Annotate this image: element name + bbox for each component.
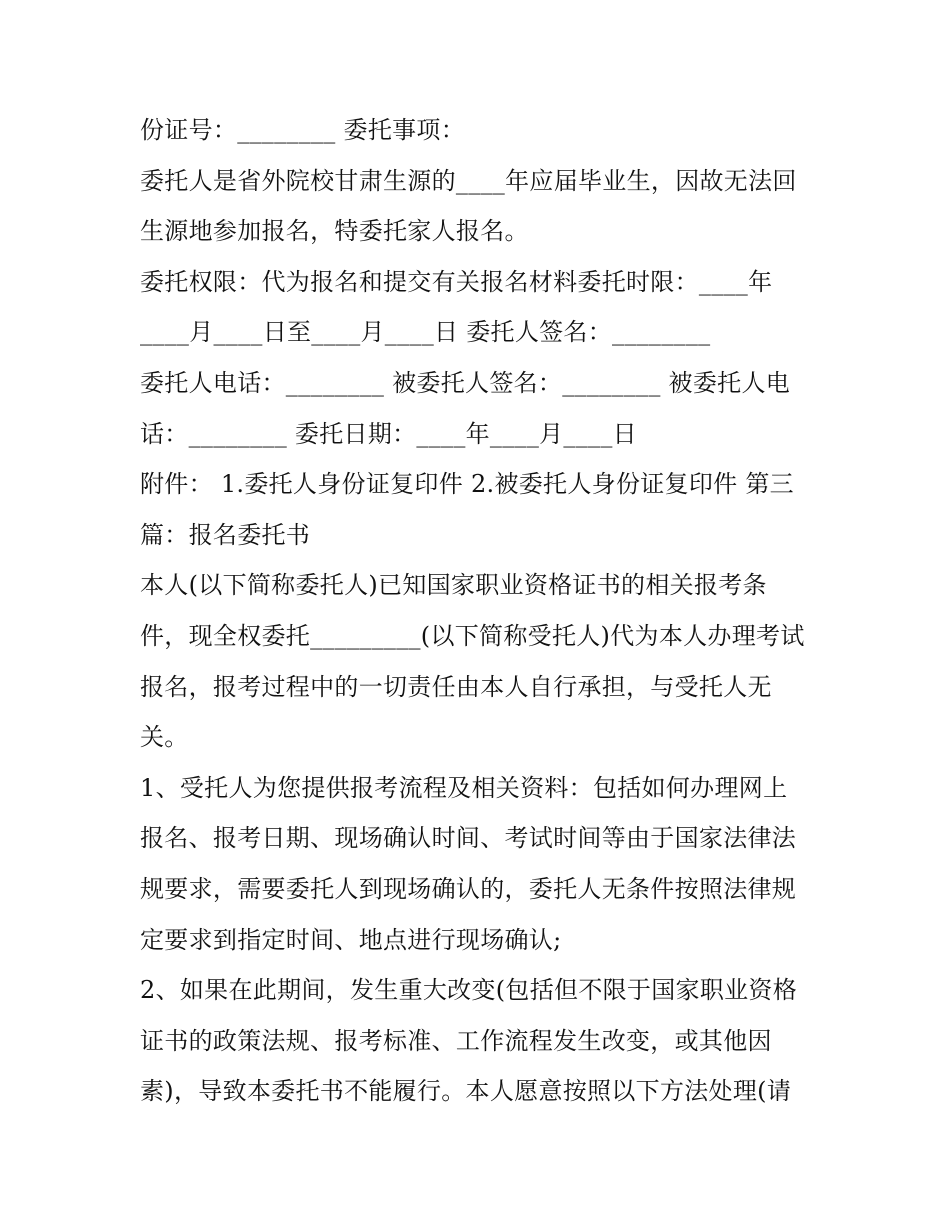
text-line: 规要求，需要委托人到现场确认的，委托人无条件按照法律规 bbox=[140, 874, 797, 903]
text-line: 素)，导致本委托书不能履行。本人愿意按照以下方法处理(请 bbox=[140, 1077, 792, 1106]
text-line: ____月____日至____月____日 委托人签名：________ bbox=[140, 318, 711, 347]
text-line: 委托人电话：________ 被委托人签名：________ 被委托人电 bbox=[140, 368, 791, 397]
text-line: 2、如果在此期间，发生重大改变(包括但不限于国家职业资格 bbox=[140, 976, 798, 1005]
text-line: 委托人是省外院校甘肃生源的____年应届毕业生，因故无法回 bbox=[140, 166, 797, 195]
text-line: 报名，报考过程中的一切责任由本人自行承担，与受托人无 bbox=[140, 672, 772, 701]
text-line: 关。 bbox=[140, 723, 189, 752]
text-line: 1、受托人为您提供报考流程及相关资料：包括如何办理网上 bbox=[140, 773, 788, 802]
text-line: 篇：报名委托书 bbox=[140, 520, 311, 549]
text-line: 附件： 1.委托人身份证复印件 2.被委托人身份证复印件 第三 bbox=[140, 470, 794, 499]
text-line: 份证号：________ 委托事项： bbox=[140, 116, 466, 144]
document-body bbox=[140, 105, 820, 1117]
text-line: 报名、报考日期、现场确认时间、考试时间等由于国家法律法 bbox=[140, 824, 797, 853]
text-line: 本人(以下简称委托人)已知国家职业资格证书的相关报考条 bbox=[140, 571, 767, 600]
text-line: 生源地参加报名，特委托家人报名。 bbox=[140, 217, 529, 246]
text-line: 话：________ 委托日期：____年____月____日 bbox=[140, 419, 637, 448]
text-line: 件，现全权委托_________(以下简称受托人)代为本人办理考试 bbox=[140, 621, 805, 650]
text-line: 证书的政策法规、报考标准、工作流程发生改变，或其他因 bbox=[140, 1026, 772, 1055]
text-line: 定要求到指定时间、地点进行现场确认; bbox=[140, 925, 562, 954]
text-line: 委托权限：代为报名和提交有关报名材料委托时限：____年 bbox=[140, 267, 773, 296]
